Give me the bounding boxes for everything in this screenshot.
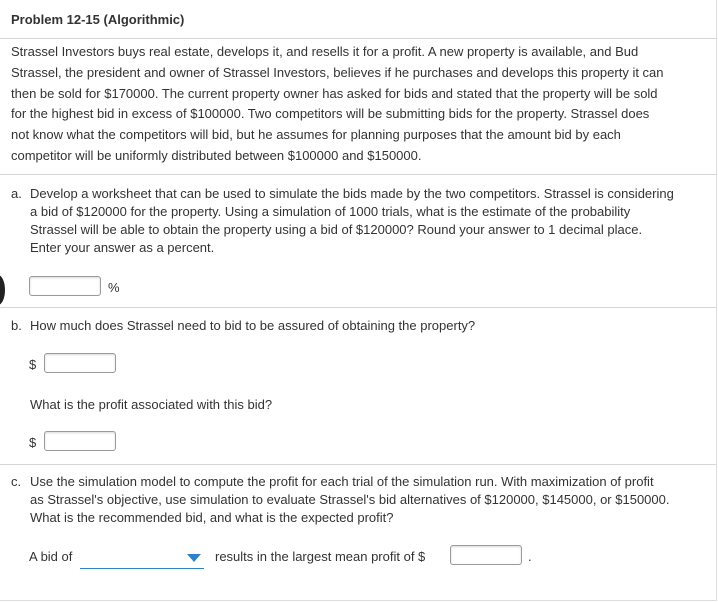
intro-line: then be sold for $170000. The current property owner has asked for bids and stated that the property will be sold [11,85,658,101]
profit-currency: $ [29,435,37,450]
part-a-line: Enter your answer as a percent. [30,240,215,255]
percent-unit: % [108,280,120,295]
intro-line: not know what the competitors will bid, but he assumes for planning purposes that the amount bid by each [11,127,621,143]
part-b-divider [0,464,716,465]
problem-title: Problem 12-15 (Algorithmic) [11,12,185,27]
intro-line: competitor will be uniformly distributed between $100000 and $150000. [11,147,422,163]
intro-line: Strassel Investors buys real estate, develops it, and resells it for a profit. A new property is available, and Bud [11,44,639,59]
bid-prefix: A bid of [29,549,73,564]
profit-question: What is the profit associated with this bid? [30,397,273,412]
part-a-label: a. [11,186,22,201]
part-c-label: c. [11,474,22,489]
mean-profit-input[interactable] [450,545,522,565]
recommended-bid-dropdown[interactable] [80,546,204,569]
probability-input[interactable] [29,276,101,296]
bid-currency: $ [29,357,37,372]
part-c-line: Use the simulation model to compute the profit for each trial of the simulation run. With maximization of profit [30,474,654,489]
part-a-line: Strassel will be able to obtain the property using a bid of $120000? Round your answer to 1 decimal place. [30,222,643,237]
mean-profit-text: results in the largest mean profit of $ [215,549,426,564]
chevron-down-icon [187,554,201,562]
bid-input[interactable] [44,353,116,373]
profit-input[interactable] [44,431,116,451]
part-a-line: a bid of $120000 for the property. Using a simulation of 1000 trials, what is the estimate of the probability [30,204,631,219]
part-c-line: What is the recommended bid, and what is the expected profit? [30,510,394,525]
part-a-divider [0,307,716,308]
intro-divider [0,174,716,175]
title-divider [0,38,716,39]
question-marker [0,275,5,305]
part-b-label: b. [11,318,22,333]
part-a-question [30,185,714,257]
part-a-line: Develop a worksheet that can be used to simulate the bids made by the two competitors. Strassel is considering [30,186,674,201]
intro-line: Strassel, the president and owner of Strassel Investors, believes if he purchases and develops this property it can [11,64,664,80]
part-c-question [30,473,714,527]
problem-intro [11,42,707,167]
intro-line: for the highest bid in excess of $100000. Two competitors will be submitting bids for the property. Strassel does [11,106,650,122]
sentence-period: . [528,549,532,564]
part-b-question: How much does Strassel need to bid to be assured of obtaining the property? [30,318,476,333]
part-c-line: as Strassel's objective, use simulation to evaluate Strassel's bid alternatives of $120000, $145000, or $150000. [30,492,670,507]
